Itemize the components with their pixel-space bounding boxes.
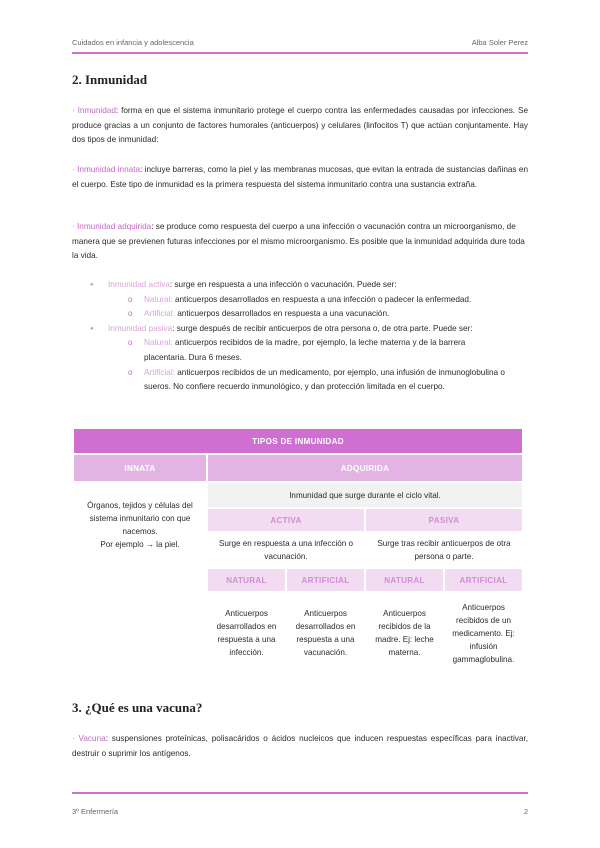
sub-item-pasiva-artificial: o Artificial: anticuerpos recibidos de un medicamento, por ejemplo, una infusión de inmunoglobulina o sueros. No confiere recuerdo inmunológico, y dan protección limitada en el cuerpo. — [108, 366, 528, 395]
footer-rule — [72, 792, 528, 794]
list-item-pasiva: ● Inmunidad pasiva: surge después de recibir anticuerpos de otra persona o, de otra parte. Puede ser: o Natural: anticuerpos recibidos de la madre, por ejemplo, la leche materna y de la barrera placentaria. Dura 6 meses. o Artificial: anticuerpos recibidos de un medicamento, por ejemplo, una infusión de inmunoglobulina o sueros. No confiere recuerdo inmunológico, y dan protección limitada en el cuerpo. — [72, 322, 528, 395]
cell-pasiva-artificial: Anticuerpos recibidos de un medicamento. Ej: infusión gammaglobulina. — [445, 593, 522, 673]
header-pasiva-artificial: ARTIFICIAL — [445, 569, 522, 591]
header-rule — [72, 52, 528, 54]
section-3-title: 3. ¿Qué es una vacuna? — [72, 700, 203, 715]
term-inmunidad-innata: Inmunidad innata — [77, 165, 141, 174]
sub-item-activa-natural: o Natural: anticuerpos desarrollados en respuesta a una infección o padecer la enfermedad. — [108, 293, 528, 308]
page-number: 2 — [523, 807, 528, 816]
immunity-types-list — [72, 278, 528, 395]
term-inmunidad: Inmunidad — [77, 106, 116, 115]
header-innata: INNATA — [74, 455, 206, 481]
section-2-title: 2. Inmunidad — [72, 72, 148, 87]
header-activa-natural: NATURAL — [208, 569, 285, 591]
header-course-title: Cuidados en infancia y adolescencia — [72, 38, 194, 47]
innata-example: Por ejemplo → la piel. — [100, 540, 180, 549]
header-pasiva-natural: NATURAL — [366, 569, 443, 591]
cell-pasiva-natural: Anticuerpos recibidos de la madre. Ej: leche materna. — [366, 593, 443, 673]
list-item-activa: ● Inmunidad activa: surge en respuesta a una infección o vacunación. Puede ser: o Natural: anticuerpos desarrollados en respuesta a una infección o padecer la enfermedad. o Artificial: anticuerpos desarrollados en respuesta a una vacunación. — [72, 278, 528, 322]
paragraph-inmunidad: · Inmunidad: forma en que el sistema inmunitario protege el cuerpo contra las enfermedades causadas por infecciones. Se produce gracias a un conjunto de factores humorales (anticuerpos) y celulares (linfocitos T) que actúan conjuntamente. Hay dos tipos de inmunidad: — [72, 106, 528, 145]
page-header — [72, 38, 528, 47]
paragraph-inmunidad-adquirida: · Inmunidad adquirida: se produce como respuesta del cuerpo a una infección o vacunación contra un microorganismo, de manera que se previenen futuras infecciones por el mismo microorganismo. Es posible que la inmunidad adquirida dure toda la vida. — [72, 222, 525, 261]
page-footer — [72, 807, 528, 816]
innata-description-cell — [74, 483, 206, 567]
innata-empty-cell — [74, 569, 206, 673]
paragraph-vacuna: · Vacuna: suspensiones proteínicas, polisacáridos o ácidos nucleicos que inducen respuestas específicas para inactivar, destruir o suprimir los antígenos. — [72, 734, 528, 758]
header-activa-artificial: ARTIFICIAL — [287, 569, 364, 591]
cell-activa-artificial: Anticuerpos desarrollados en respuesta a una vacunación. — [287, 593, 364, 673]
immunity-types-table — [72, 427, 524, 675]
term-vacuna: Vacuna — [78, 734, 106, 743]
term-inmunidad-adquirida: Inmunidad adquirida — [77, 222, 152, 231]
header-adquirida: ADQUIRIDA — [208, 455, 522, 481]
cell-activa-natural: Anticuerpos desarrollados en respuesta a una infección. — [208, 593, 285, 673]
footer-course: 3º Enfermería — [72, 807, 119, 816]
sub-item-activa-artificial: o Artificial: anticuerpos desarrollados en respuesta a una vacunación. — [108, 307, 528, 322]
header-activa: ACTIVA — [208, 509, 364, 531]
header-author: Alba Soler Perez — [471, 38, 528, 47]
sub-item-pasiva-natural: o Natural: anticuerpos recibidos de la madre, por ejemplo, la leche materna y de la barrera placentaria. Dura 6 meses. — [108, 336, 528, 365]
pasiva-description: Surge tras recibir anticuerpos de otra persona o parte. — [366, 533, 522, 567]
table-title: TIPOS DE INMUNIDAD — [74, 429, 522, 453]
header-pasiva: PASIVA — [366, 509, 522, 531]
adquirida-description: Inmunidad que surge durante el ciclo vital. — [208, 483, 522, 507]
activa-description: Surge en respuesta a una infección o vacunación. — [208, 533, 364, 567]
innata-description: Órganos, tejidos y células del sistema inmunitario con que nacemos. — [87, 501, 193, 536]
paragraph-inmunidad-innata: · Inmunidad innata: incluye barreras, como la piel y las membranas mucosas, que evitan la entrada de sustancias dañinas en el cuerpo. Este tipo de inmunidad es la primera respuesta del sistema inmunitario contra una sustancia extraña. — [72, 165, 528, 189]
